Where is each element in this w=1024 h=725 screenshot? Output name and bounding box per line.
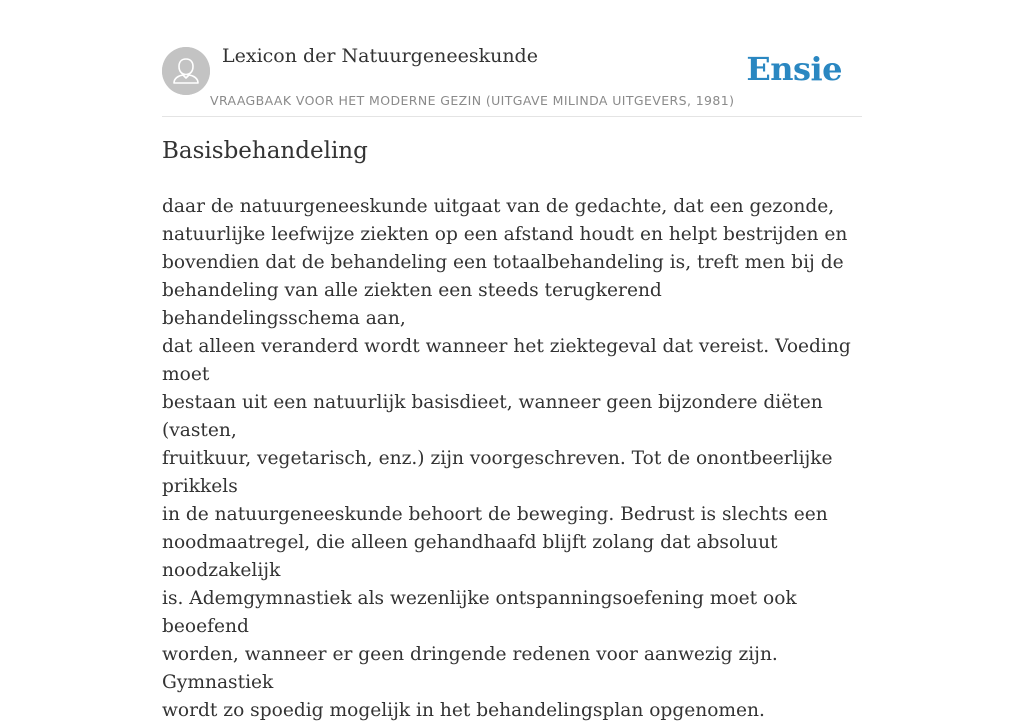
avatar-graphic (162, 47, 210, 95)
source-title[interactable]: Lexicon der Natuurgeneeskunde (222, 45, 538, 67)
user-silhouette-icon[interactable] (162, 47, 210, 95)
source-subtitle: VRAAGBAAK VOOR HET MODERNE GEZIN (UITGAVE MILINDA UITGEVERS, 1981) (210, 93, 735, 108)
source-header (162, 40, 862, 117)
ensie-logo[interactable]: Ensie (746, 50, 842, 88)
entry-body: daar de natuurgeneeskunde uitgaat van de gedachte, dat een gezonde, natuurlijke leefwijze ziekten op een afstand houdt en helpt bestrijden en bovendien dat de behandeling een totaalbehandeling is, treft men bij de behandeling van alle ziekten een steeds terugkerend behandelingsschema aan, dat alleen veranderd wordt wanneer het ziektegeval dat vereist. Voeding moet bestaan uit een natuurlijk basisdieet, wanneer geen bijzondere diëten (vasten, fruitkuur, vegetarisch, enz.) zijn voorgeschreven. Tot de onontbeerlijke prikkels in de natuurgeneeskunde behoort de beweging. Bedrust is slechts een noodmaatregel, die alleen gehandhaafd blijft zolang dat absoluut noodzakelijk is. Ademgymnastiek als wezenlijke ontspanningsoefening moet ook beoefend worden, wanneer er geen dringende redenen voor aanwezig zijn. Gymnastiek wordt zo spoedig mogelijk in het behandelingsplan opgenomen. (162, 196, 851, 721)
entry-title: Basisbehandeling (162, 138, 368, 164)
